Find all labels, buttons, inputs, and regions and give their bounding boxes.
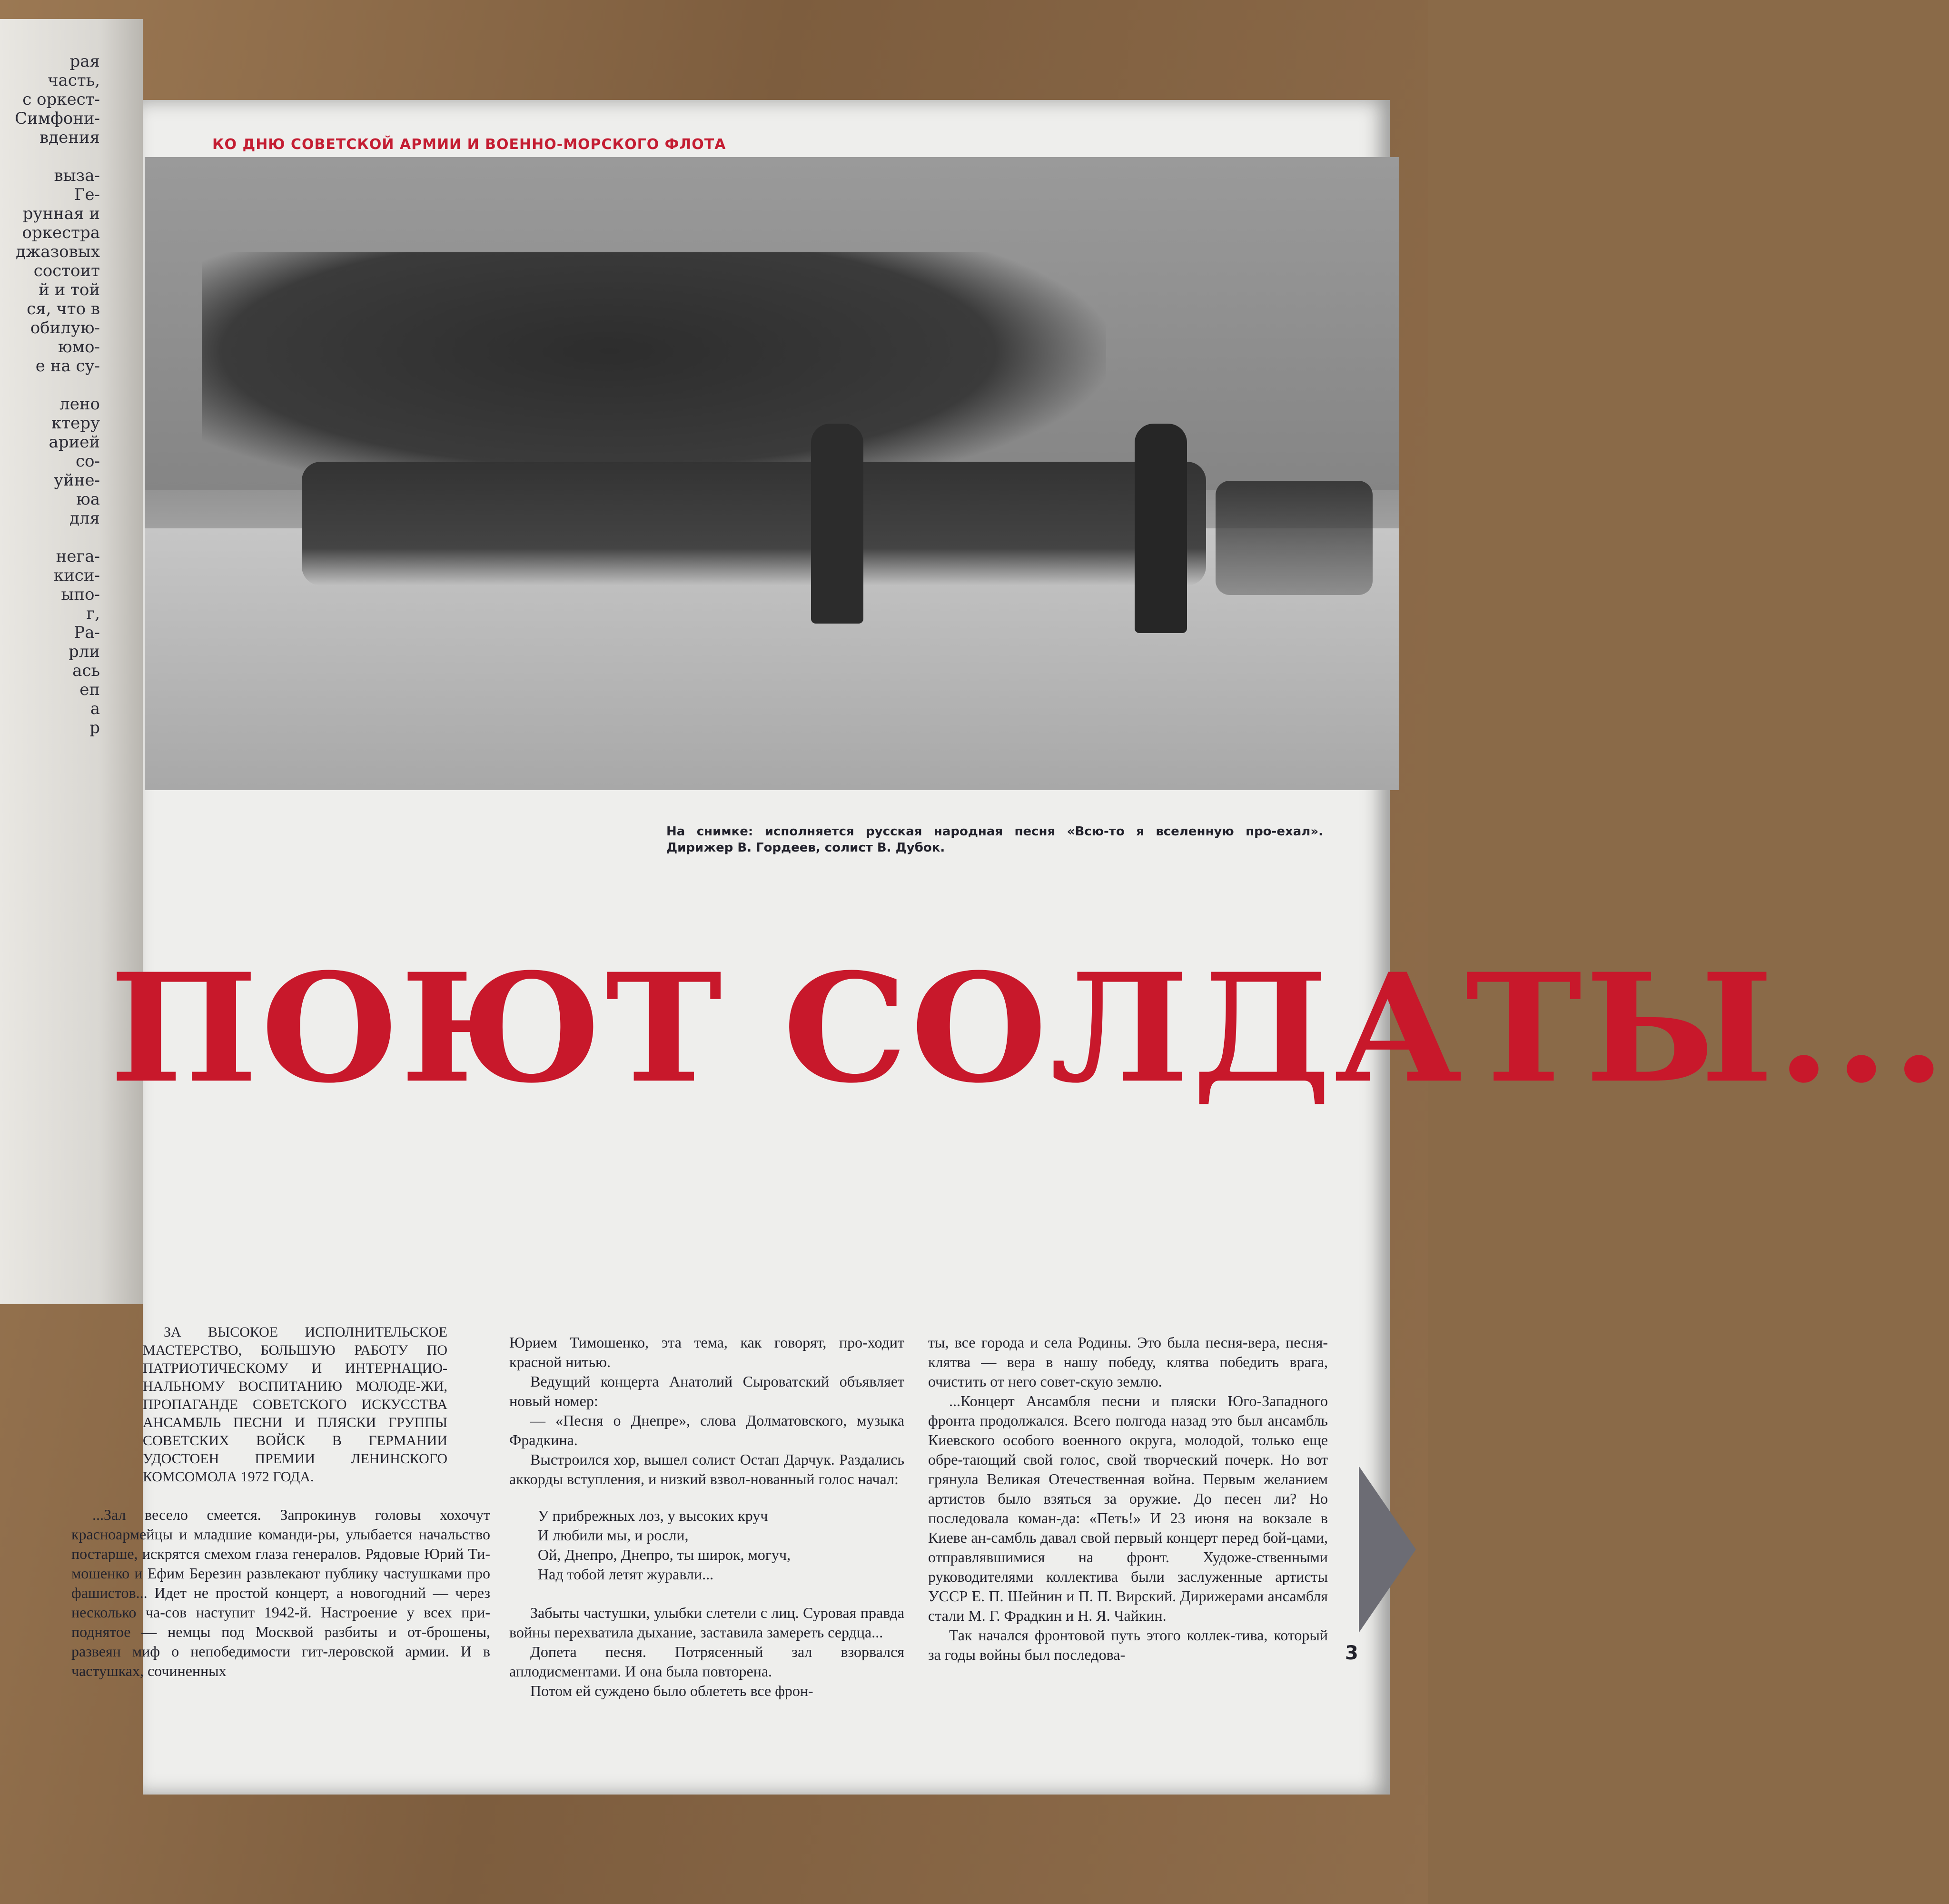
article-headline: ПОЮТ СОЛДАТЫ... [109, 940, 1949, 1116]
facing-page-fragment: ктеру [51, 414, 100, 433]
paragraph: Юрием Тимошенко, эта тема, как говорят, про-ходит красной нитью. [509, 1334, 904, 1370]
paragraph: Потом ей суждено было облететь все фрон- [530, 1682, 813, 1699]
section-rubric: КО ДНЮ СОВЕТСКОЙ АРМИИ И ВОЕННО-МОРСКОГО ФЛОТА [212, 136, 726, 153]
facing-page-fragment: оркестра [22, 223, 100, 242]
facing-page-fragment: выза- [54, 166, 100, 185]
facing-page-fragment: для [69, 509, 100, 528]
photo-caption: На снимке: исполняется русская народная песня «Всю-то я вселенную про-ехал». Дирижер В. Гордеев, солист В. Дубок. [666, 824, 1323, 855]
article-lead: ЗА ВЫСОКОЕ ИСПОЛНИТЕЛЬСКОЕ МАСТЕРСТВО, БОЛЬШУЮ РАБОТУ ПО ПАТРИОТИЧЕСКОМУ И ИНТЕРНАЦИО-НАЛЬНОМУ ВОСПИТАНИЮ МОЛОДЕ-ЖИ, ПРОПАГАНДЕ СОВЕТСКОГО ИСКУССТВА АНСАМБЛЬ ПЕСНИ И ПЛЯСКИ ГРУППЫ СОВЕТСКИХ ВОЙСК В ГЕРМАНИИ УДОСТОЕН ПРЕМИИ ЛЕНИНСКОГО КОМСОМОЛА 1972 ГОДА. [143, 1324, 447, 1485]
facing-page-fragment: вдения [40, 128, 100, 147]
ensemble-photo [145, 157, 1399, 790]
facing-page-fragment: состоит [33, 261, 100, 280]
seated-musicians [302, 462, 1206, 585]
facing-page-fragment: джазовых [16, 242, 100, 261]
facing-page-fragment: ась [72, 661, 100, 680]
paragraph: Так начался фронтовой путь этого коллек-тива, который за годы войны был последова- [928, 1626, 1328, 1663]
verse-line: И любили мы, и росли, [538, 1527, 689, 1544]
facing-page-fragment: Ра- [74, 623, 100, 642]
paragraph: ...Концерт Ансамбля песни и пляски Юго-Западного фронта продолжался. Всего полгода назад это был ансамбль Киевского особого военного округа, молодой, только еще обре-тающий свой голос, свой творческий почерк. Но вот грянула Великая Отечественная война. Первым желанием артистов было взяться за оружие. До песен ли? Но последовала коман-да: «Петь!» И 23 июня на вокзале в Киеве ан-самбль давал свой первый концерт перед бой-цами, отправлявшимися на фронт. Художе-ственными руководителями коллектива были заслуженные артисты УССР Е. П. Шейнин и П. П. Вирский. Дирижерами ансамбля стали М. Г. Фрадкин и Н. Я. Чайкин. [928, 1392, 1328, 1624]
facing-page-fragment: Ге- [74, 185, 100, 204]
accordion-players [1216, 481, 1373, 595]
facing-page-fragment: рунная и [22, 204, 100, 223]
article-column-3 [928, 1333, 1328, 1665]
verse-line: У прибрежных лоз, у высоких круч [538, 1507, 768, 1524]
facing-page-fragment: р [89, 718, 100, 737]
facing-page-fragment: Симфони- [14, 109, 100, 128]
facing-page-fragment: обилую- [30, 318, 100, 337]
facing-page-fragment: юа [76, 490, 100, 509]
facing-page-fragment: с оркест- [22, 90, 100, 109]
soloist-figure [811, 424, 863, 624]
verse-line: Над тобой летят журавли... [538, 1566, 714, 1583]
song-verse [538, 1506, 904, 1584]
facing-page-fragment: рли [68, 642, 100, 661]
paragraph: Выстроился хор, вышел солист Остап Дарчук. Раздались аккорды вступления, и низкий взвол-нованный голос начал: [509, 1451, 904, 1488]
facing-page-fragment: со- [76, 452, 100, 471]
facing-page-fragment: лено [59, 395, 100, 414]
paragraph: ты, все города и села Родины. Это была песня-вера, песня-клятва — вера в нашу победу, клятва победить врага, очистить от него совет-скую землю. [928, 1334, 1328, 1390]
paragraph: ...Зал весело смеется. Запрокинув головы хохочут красноармейцы и младшие команди-ры, улыбается начальство постарше, искрятся смехом глаза генералов. Рядовые Юрий Ти-мошенко и Ефим Березин развлекают публику частушками про фашистов... Идет не простой концерт, а новогодний — через несколько ча-сов наступит 1942-й. Настроение у всех при-поднятое — немцы под Москвой разбиты и от-брошены, развеян миф о непобедимости гит-леровской армии. И в частушках, сочиненных [71, 1506, 490, 1679]
continue-arrow-icon [1359, 1466, 1416, 1633]
page-number: 3 [1345, 1642, 1358, 1664]
verse-line: Ой, Днепро, Днепро, ты широк, могуч, [538, 1546, 791, 1563]
facing-page-fragment: ыпо- [61, 585, 100, 604]
facing-page-fragment: часть, [48, 71, 100, 90]
facing-page-fragment: рая [69, 52, 100, 71]
facing-page-fragment: а [90, 699, 100, 718]
facing-page-fragment: е на су- [35, 357, 100, 376]
article-column-2 [509, 1333, 904, 1701]
facing-page-fragment: ся, что в [27, 299, 100, 318]
facing-page-fragment: й и той [39, 280, 100, 299]
paragraph: — «Песня о Днепре», слова Долматовского, музыка Фрадкина. [509, 1412, 904, 1448]
facing-page-fragment: уйне- [54, 471, 100, 490]
facing-page-fragment: юмо- [58, 337, 100, 357]
facing-page-fragment: арией [49, 433, 100, 452]
facing-page-fragment: киси- [53, 566, 100, 585]
conductor-figure [1135, 424, 1187, 633]
facing-page-fragment: г, [86, 604, 100, 623]
facing-page-fragment: еп [79, 680, 100, 699]
paragraph: Забыты частушки, улыбки слетели с лиц. Суровая правда войны перехватила дыхание, заставила замереть сердца... [509, 1604, 904, 1641]
paragraph: Ведущий концерта Анатолий Сыроватский объявляет новый номер: [509, 1373, 904, 1409]
article-column-1 [71, 1323, 490, 1681]
paragraph: Допета песня. Потрясенный зал взорвался аплодисментами. И она была повторена. [509, 1643, 904, 1680]
facing-page-fragment: нега- [56, 547, 100, 566]
